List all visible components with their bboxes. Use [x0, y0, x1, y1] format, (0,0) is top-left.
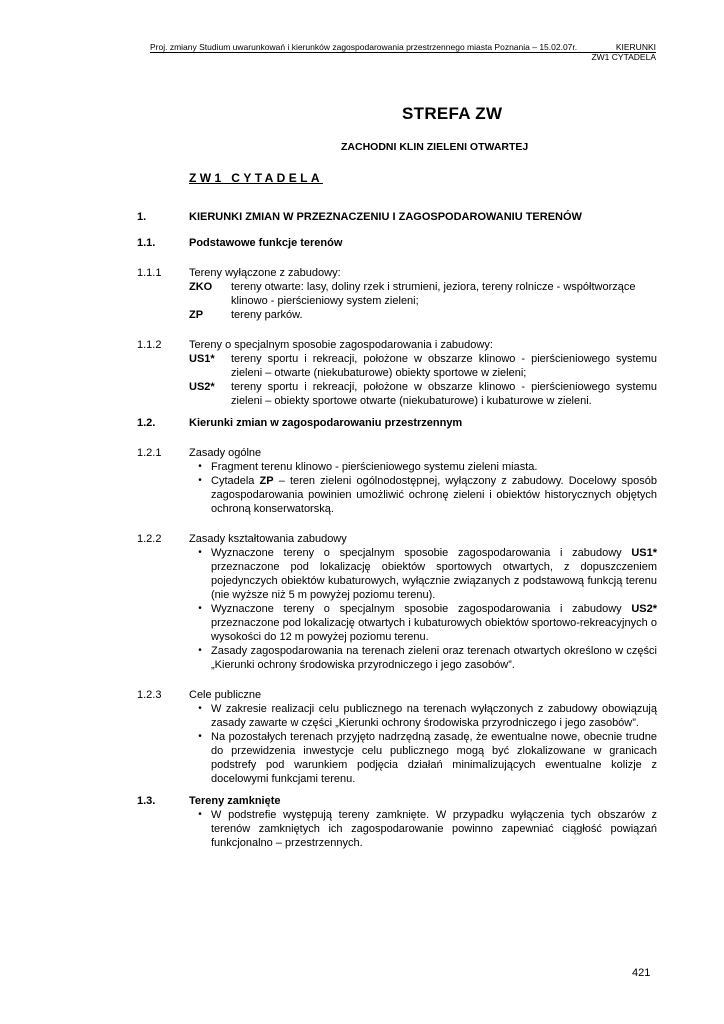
section-number: 1.2.1 [137, 447, 162, 459]
list-item [189, 808, 657, 850]
bullet-icon [189, 702, 211, 730]
section-1-2-2 [137, 532, 657, 672]
designation-zp [189, 308, 657, 322]
section-number: 1.3. [137, 795, 156, 807]
designation-text: tereny otwarte: lasy, doliny rzek i strumieni, jeziora, tereny rolnicze - współtworzące klinowo - pierścieniowy system zieleni; [231, 281, 636, 307]
list-item-text: Na pozostałych terenach przyjęto nadrzędną zasadę, że ewentualne nowe, obecnie trudne do przewidzenia inwestycje celu publicznego mogą być zlokalizowane w granicach podstrefy pod warunkiem podjęcia działań minimalizujących ewentualne kolizje z docelowymi funkcjami terenu. [211, 731, 657, 785]
designation-code: US1* [189, 353, 215, 365]
designation-text: tereny parków. [231, 309, 303, 321]
section-subtitle: Zasady kształtowania zabudowy [189, 533, 347, 545]
section-subtitle: Cele publiczne [189, 689, 262, 701]
list-item [189, 644, 657, 672]
page-number: 421 [632, 967, 651, 979]
page-subtitle: ZACHODNI KLIN ZIELENI OTWARTEJ [341, 141, 529, 153]
section-number: 1.2.2 [137, 533, 162, 545]
bullet-icon [189, 730, 211, 786]
designation-code: ZP [189, 309, 204, 321]
section-number: 1.2. [137, 417, 156, 429]
section-1-2-3 [137, 688, 657, 786]
bullet-icon [189, 808, 211, 850]
bullet-icon [189, 460, 211, 474]
section-number: 1. [137, 211, 147, 223]
section-number: 1.2.3 [137, 689, 162, 701]
zone-heading: ZW1 CYTADELA [189, 171, 323, 185]
section-title: Kierunki zmian w zagospodarowaniu przestrzennym [189, 417, 463, 429]
list-item-text: Wyznaczone tereny o specjalnym sposobie zagospodarowania i zabudowy US1* przeznaczone pod lokalizację obiektów sportowych otwartych, z dopuszczeniem pojedynczych obiektów kubaturowych, wyłącznie związanych z podstawową funkcją terenu (nie wyższe niż 5 m powyżej poziomu terenu). [211, 547, 657, 601]
designation-us2 [189, 380, 657, 408]
header-section-label: KIERUNKI [615, 42, 656, 52]
list-item [189, 702, 657, 730]
list-item-text: Cytadela ZP – teren zieleni ogólnodostępnej, wyłączony z zabudowy. Docelowy sposób zagospodarowania powinien umożliwić ochronę zieleni i obiektów historycznych objętych ochroną konserwatorską. [211, 475, 658, 515]
list-item-text: W zakresie realizacji celu publicznego na terenach wyłączonych z zabudowy obowiązują zasady zawarte w części „Kierunki ochrony środowiska przyrodniczego i jego zasobów”. [211, 703, 657, 729]
section-1-1-heading [137, 236, 657, 250]
bullet-icon [189, 474, 211, 516]
section-1-1-2 [137, 338, 657, 408]
list-item-text: W podstrefie występują tereny zamknięte. W przypadku wyłączenia tych obszarów z terenów zamkniętych ich zagospodarowanie powinno zapewniać ciągłość powiązań funkcjonalno – przestrzennych. [211, 809, 657, 849]
section-1-1-1 [137, 266, 657, 322]
section-1-3 [137, 794, 657, 850]
header-zone-label: ZW1 CYTADELA [591, 52, 656, 62]
section-1-heading [137, 210, 657, 224]
header-rule [150, 52, 656, 53]
document-body [137, 210, 657, 850]
list-item [189, 730, 657, 786]
section-1-2-heading [137, 416, 657, 430]
section-number: 1.1. [137, 237, 156, 249]
section-subtitle: Zasady ogólne [189, 447, 262, 459]
designation-zko [189, 280, 657, 308]
list-item-text: Wyznaczone tereny o specjalnym sposobie zagospodarowania i zabudowy US2* przeznaczone pod lokalizację otwartych i kubaturowych obiektów sportowo-rekreacyjnych o wysokości do 12 m powyżej poziomu terenu. [211, 603, 657, 643]
section-title: Podstawowe funkcje terenów [189, 237, 343, 249]
list-item-text: Zasady zagospodarowania na terenach zieleni oraz terenach otwartych określono w części „Kierunki ochrony środowiska przyrodniczego i jego zasobów”. [211, 645, 657, 671]
designation-code: US2* [189, 381, 215, 393]
section-title: KIERUNKI ZMIAN W PRZEZNACZENIU I ZAGOSPODAROWANIU TERENÓW [189, 211, 582, 223]
header-document-title: Proj. zmiany Studium uwarunkowań i kierunków zagospodarowania przestrzennego miasta Poznania – 15.02.07r. [150, 42, 578, 52]
bullet-icon [189, 602, 211, 644]
page-title: STREFA ZW [402, 104, 503, 123]
list-item-text: Fragment terenu klinowo - pierścieniowego systemu zieleni miasta. [211, 461, 538, 473]
section-number: 1.1.2 [137, 339, 162, 351]
section-title: Tereny zamknięte [189, 795, 281, 807]
designation-text: tereny sportu i rekreacji, położone w obszarze klinowo - pierścieniowego systemu zieleni – obiekty sportowe otwarte (niekubaturowe) i kubaturowe w zieleni. [231, 381, 657, 407]
list-item [189, 474, 657, 516]
section-intro: Tereny o specjalnym sposobie zagospodarowania i zabudowy: [189, 339, 493, 351]
list-item [189, 602, 657, 644]
designation-code: ZKO [189, 281, 213, 293]
designation-text: tereny sportu i rekreacji, położone w obszarze klinowo - pierścieniowego systemu zieleni – otwarte (niekubaturowe) obiekty sportowe w zieleni; [231, 353, 657, 379]
bullet-icon [189, 644, 211, 672]
bullet-icon [189, 546, 211, 602]
designation-us1 [189, 352, 657, 380]
section-number: 1.1.1 [137, 267, 162, 279]
list-item [189, 460, 657, 474]
section-intro: Tereny wyłączone z zabudowy: [189, 267, 341, 279]
list-item [189, 546, 657, 602]
section-1-2-1 [137, 446, 657, 516]
